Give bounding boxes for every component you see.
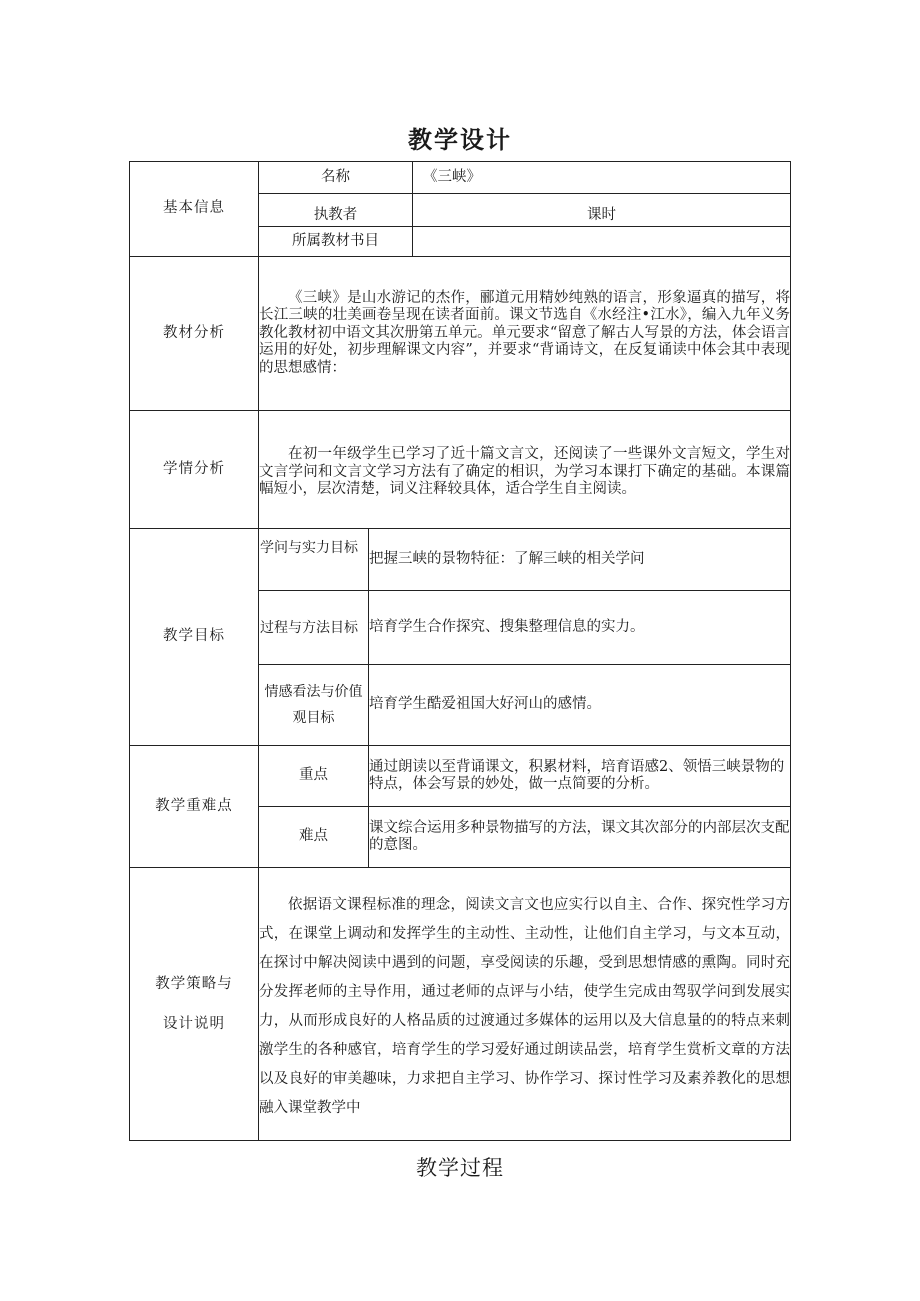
material-analysis-label: 教材分析: [130, 257, 259, 411]
goal-value-process: 培育学生合作探究、搜集整理信息的实力。: [369, 591, 791, 665]
basic-info-row-name: [130, 162, 791, 194]
goal-value-knowledge: 把握三峡的景物特征：了解三峡的相关学问: [369, 529, 791, 591]
teacher-label: 执教者: [259, 194, 413, 227]
student-analysis-label: 学情分析: [130, 411, 259, 529]
material-analysis-row: [130, 257, 791, 411]
goal-row-knowledge: [130, 529, 791, 591]
difficulty-label: 难点: [259, 807, 369, 868]
strategy-text: 依据语文课程标准的理念，阅读文言文也应实行以自主、合作、探究性学习方式，在课堂上调动和发挥学生的主动性、主动性，让他们自主学习，与文本互动，在探讨中解决阅读中遇到的问题，享受阅读的乐趣，受到思想情感的熏陶。同时充分发挥老师的主导作用，通过老师的点评与小结，使学生完成由驾驭学问到发展实力，从而形成良好的人格品质的过渡通过多媒体的运用以及大信息量的的特点来刺激学生的各种感官，培育学生的学习爱好通过朗读品尝，培育学生赏析文章的方法以及良好的审美趣味，力求把自主学习、协作学习、探讨性学习及素养教化的思想融入课堂教学中: [259, 868, 791, 1141]
focus-label: 重点: [259, 746, 369, 807]
textbook-value: [413, 227, 791, 257]
page-title: 教学设计: [408, 126, 512, 154]
goal-label-knowledge: 学问与实力目标: [259, 529, 369, 591]
process-title: 教学过程: [416, 1156, 504, 1180]
strategy-label: [130, 868, 259, 1141]
material-analysis-text: 《三峡》是山水游记的杰作，郦道元用精妙纯熟的语言，形象逼真的描写，将长江三峡的壮美画卷呈现在读者面前。课文节选自《水经注•江水》，编入九年义务教化教材初中语文其次册第五单元。单元要求“留意了解古人写景的方法，体会语言运用的好处，初步理解课文内容”，并要求“背诵诗文，在反复诵读中体会其中表现的思想感情：: [259, 257, 791, 411]
student-analysis-text: 在初一年级学生已学习了近十篇文言文，还阅读了一些课外文言短文，学生对文言学问和文言文学习方法有了确定的相识，为学习本课打下确定的基础。本课篇幅短小，层次清楚，词义注释较具体，适合学生自主阅读。: [259, 411, 791, 529]
period-label: 课时: [413, 194, 791, 227]
student-analysis-row: [130, 411, 791, 529]
strategy-label-line1: 教学策略与: [155, 976, 233, 992]
textbook-label: 所属教材书目: [259, 227, 413, 257]
goal-label-process: 过程与方法目标: [259, 591, 369, 665]
name-value: 《三峡》: [413, 162, 791, 194]
key-points-row-focus: [130, 746, 791, 807]
goal-value-emotion: 培育学生酷爱祖国大好河山的感情。: [369, 665, 791, 746]
strategy-row: [130, 868, 791, 1141]
name-label: 名称: [259, 162, 413, 194]
teaching-goals-label: 教学目标: [130, 529, 259, 746]
lesson-design-table: [129, 161, 791, 1141]
goal-label-emotion: 情感看法与价值观目标: [259, 665, 369, 746]
difficulty-value: 课文综合运用多种景物描写的方法，课文其次部分的内部层次支配的意图。: [369, 807, 791, 868]
strategy-label-line2: 设计说明: [163, 1016, 225, 1032]
basic-info-label: 基本信息: [130, 162, 259, 257]
focus-value: 通过朗读以至背诵课文，积累材料，培育语感2、领悟三峡景物的特点，体会写景的妙处，做一点简要的分析。: [369, 746, 791, 807]
key-points-label: 教学重难点: [130, 746, 259, 868]
